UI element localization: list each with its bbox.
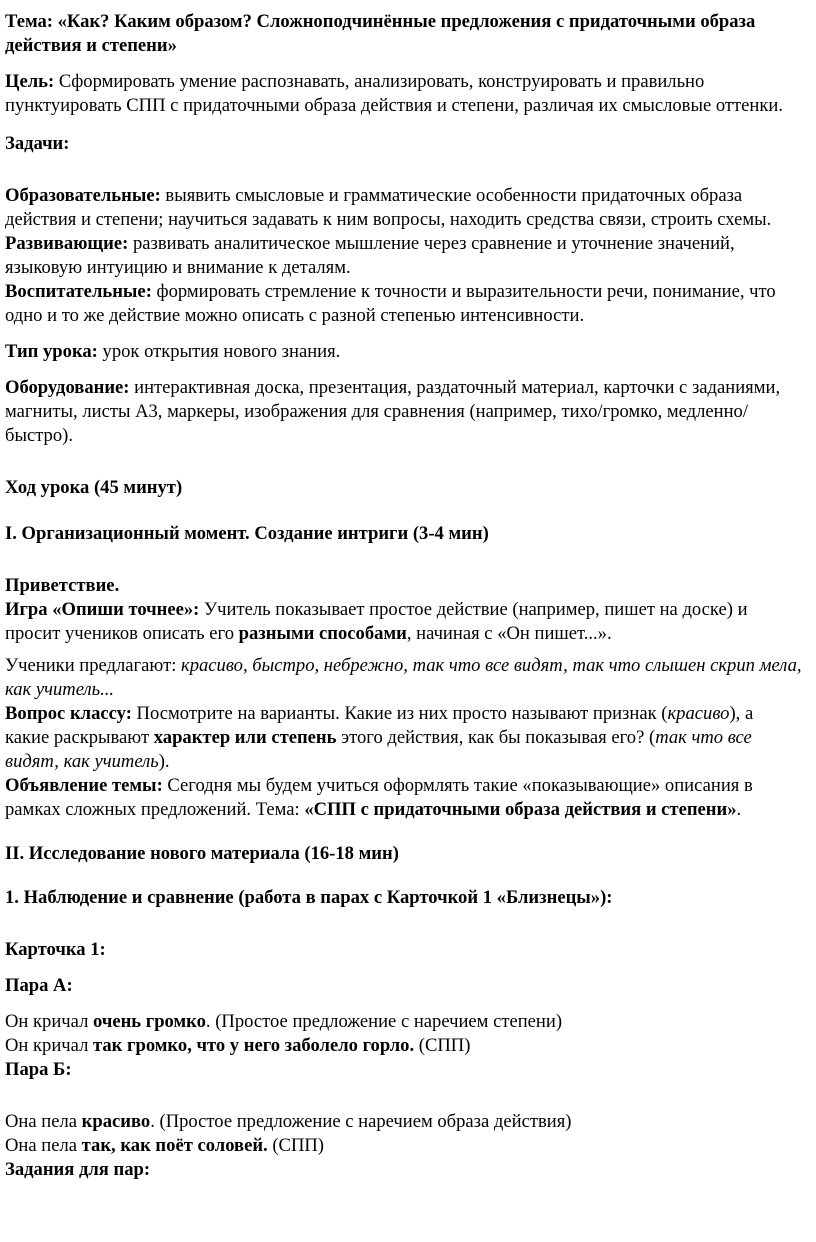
pair-b-line2 — [5, 1134, 802, 1158]
task-upbringing — [5, 280, 802, 328]
lesson-flow-heading: Ход урока (45 минут) — [5, 477, 183, 498]
pair-b-line1-pre: Она пела — [5, 1111, 82, 1132]
question-label: Вопрос классу: — [5, 703, 132, 724]
question-italic-2: так что все видят, как учитель — [5, 727, 752, 772]
pair-a-line1-pre: Он кричал — [5, 1011, 94, 1032]
question-text-1: Посмотрите на варианты. Какие из них просто называют признак ( — [131, 703, 668, 724]
pair-b-line1-post: . (Простое предложение с наречием образа действия) — [150, 1111, 572, 1132]
pair-b-line2-bold: так, как поёт соловей. — [81, 1135, 268, 1156]
announce-label: Объявление темы: — [5, 775, 163, 796]
announce-paragraph — [5, 774, 802, 822]
task-developing-text: развивать аналитическое мышление через сравнение и уточнение значений, языковую интуицию и внимание к деталям. — [5, 233, 735, 278]
students-examples: красиво, быстро, небрежно, так что все видят, так что слышен скрип мела, как учитель... — [5, 655, 802, 700]
question-text-3: этого действия, как бы показывая его? ( — [336, 727, 656, 748]
equipment-text: интерактивная доска, презентация, раздаточный материал, карточки с заданиями, магниты, листы А3, маркеры, изображения для сравнения (например, тихо/громко, медленно/быстро). — [5, 377, 781, 446]
pair-a-line2-post: (СПП) — [414, 1035, 471, 1056]
task-upbringing-text: формировать стремление к точности и выразительности речи, понимание, что одно и то же действие можно описать с разной степенью интенсивности. — [5, 281, 776, 326]
pair-a-line1 — [5, 1010, 802, 1034]
game-text-1: Учитель показывает простое действие (например, пишет на доске) и просит учеников описать его — [5, 599, 748, 644]
tasks-heading: Задачи: — [5, 133, 70, 154]
announce-end: . — [736, 799, 742, 820]
question-bold: характер или степень — [153, 727, 337, 748]
task-developing — [5, 232, 802, 280]
pair-a-line2-bold: так громко, что у него заболело горло. — [93, 1035, 415, 1056]
greeting: Приветствие. — [5, 575, 120, 596]
question-text-2: ), а какие раскрывают — [5, 703, 754, 748]
equipment-label: Оборудование: — [5, 377, 130, 398]
task-educational — [5, 184, 802, 232]
students-prefix: Ученики предлагают: — [5, 655, 182, 676]
goal-text: Сформировать умение распознавать, анализировать, конструировать и правильно пунктуировать СПП с придаточными образа действия и степени, различая их смысловые оттенки. — [5, 71, 783, 116]
question-text-4: ). — [158, 751, 170, 772]
question-paragraph — [5, 702, 802, 774]
goal-label: Цель: — [5, 71, 55, 92]
pair-a-line2-pre: Он кричал — [5, 1035, 94, 1056]
lesson-type-text: урок открытия нового знания. — [97, 341, 341, 362]
pair-a-line2 — [5, 1034, 802, 1058]
students-paragraph — [5, 654, 802, 702]
game-label: Игра «Опиши точнее»: — [5, 599, 200, 620]
pair-a-line1-bold: очень громко — [93, 1011, 206, 1032]
announce-topic: «СПП с придаточными образа действия и степени» — [304, 799, 737, 820]
pair-a-line1-post: . (Простое предложение с наречием степени) — [205, 1011, 563, 1032]
tasks-for-pairs: Задания для пар: — [5, 1159, 151, 1180]
game-text-2: , начиная с «Он пишет...». — [406, 623, 612, 644]
equipment-paragraph — [5, 376, 802, 448]
question-italic-1: красиво — [667, 703, 730, 724]
task-upbringing-label: Воспитательные: — [5, 281, 152, 302]
task-educational-label: Образовательные: — [5, 185, 161, 206]
pair-b-line1-bold: красиво — [81, 1111, 151, 1132]
pair-b-line2-pre: Она пела — [5, 1135, 82, 1156]
pair-b-label: Пара Б: — [5, 1059, 72, 1080]
section1-heading: I. Организационный момент. Создание интриги (3-4 мин) — [5, 523, 489, 544]
section2-sub1: 1. Наблюдение и сравнение (работа в парах с Карточкой 1 «Близнецы»): — [5, 887, 613, 908]
lesson-type-label: Тип урока: — [5, 341, 98, 362]
goal-paragraph — [5, 70, 802, 118]
task-developing-label: Развивающие: — [5, 233, 129, 254]
lesson-type-paragraph — [5, 340, 802, 364]
pair-a-label: Пара А: — [5, 975, 73, 996]
pair-b-line1 — [5, 1110, 802, 1134]
game-paragraph — [5, 598, 802, 646]
announce-text: Сегодня мы будем учиться оформлять такие «показывающие» описания в рамках сложных предложений. Тема: — [5, 775, 753, 820]
topic-paragraph — [5, 10, 802, 58]
task-educational-text: выявить смысловые и грамматические особенности придаточных образа действия и степени; научиться задавать к ним вопросы, находить средства связи, строить схемы. — [5, 185, 772, 230]
topic-label: Тема: — [5, 11, 53, 32]
topic-text: «Как? Каким образом? Сложноподчинённые предложения с придаточными образа действия и степени» — [5, 11, 756, 56]
game-bold: разными способами — [238, 623, 407, 644]
section2-heading: II. Исследование нового материала (16-18 мин) — [5, 843, 399, 864]
card-title: Карточка 1: — [5, 939, 106, 960]
pair-b-line2-post: (СПП) — [267, 1135, 324, 1156]
